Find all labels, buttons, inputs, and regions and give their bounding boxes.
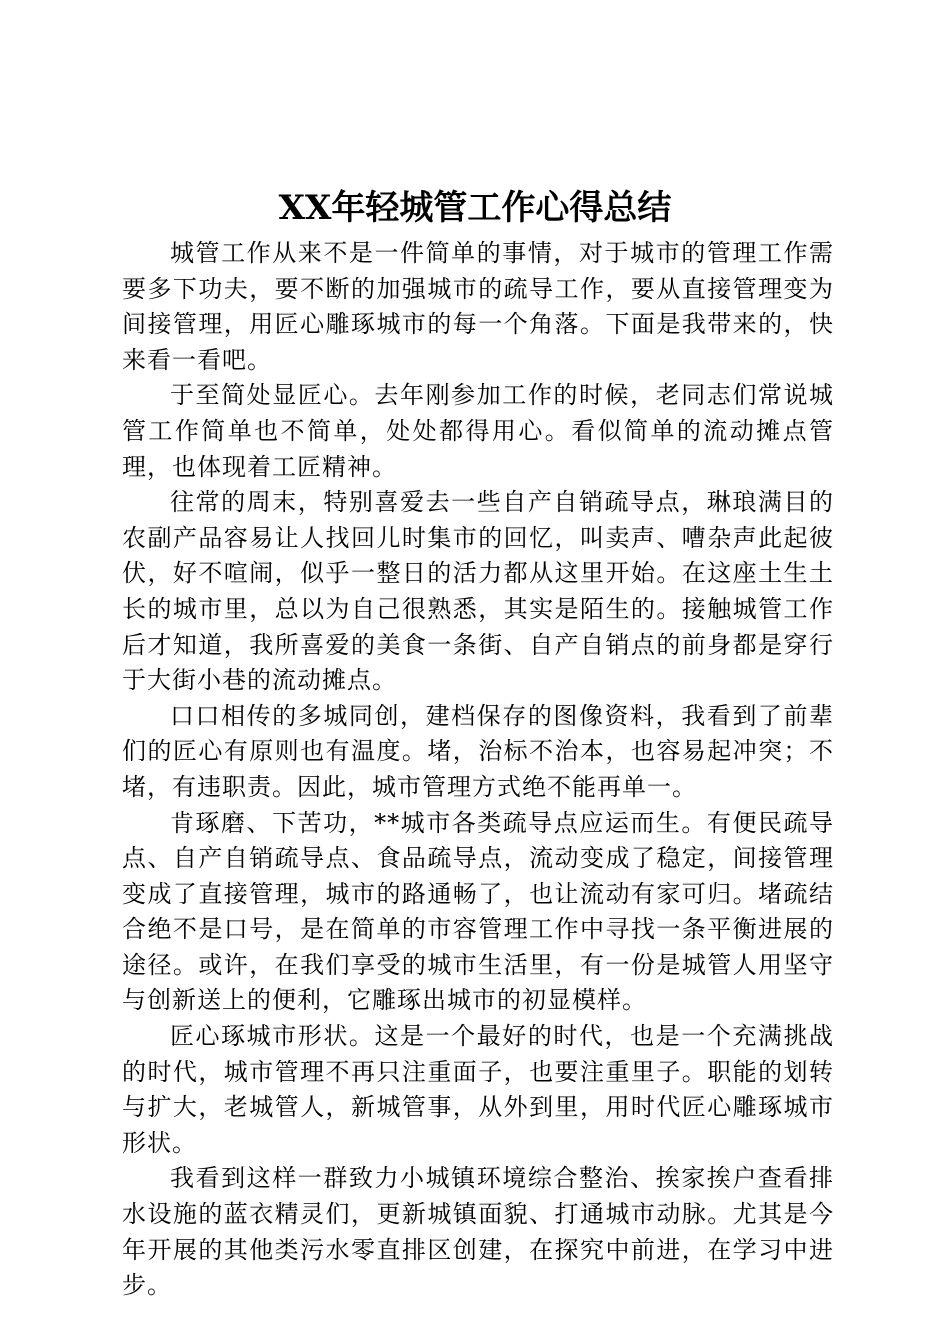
document-body	[122, 236, 834, 1304]
paragraph-intro: 城管工作从来不是一件简单的事情，对于城市的管理工作需要多下功夫，要不断的加强城市的疏导工作，要从直接管理变为间接管理，用匠心雕琢城市的每一个角落。下面是我带来的，快来看一看吧。	[122, 239, 834, 374]
paragraph-5: 肯琢磨、下苦功，**城市各类疏导点应运而生。有便民疏导点、自产自销疏导点、食品疏导点，流动变成了稳定，间接管理变成了直接管理，城市的路通畅了，也让流动有家可归。堵疏结合绝不是口号，是在简单的市容管理工作中寻找一条平衡进展的途径。或许，在我们享受的城市生活里，有一份是城管人用坚守与创新送上的便利，它雕琢出城市的初显模样。	[122, 808, 834, 1015]
paragraph-2: 于至简处显匠心。去年刚参加工作的时候，老同志们常说城管工作简单也不简单，处处都得用心。看似简单的流动摊点管理，也体现着工匠精神。	[122, 381, 834, 481]
paragraph-3: 往常的周末，特别喜爱去一些自产自销疏导点，琳琅满目的农副产品容易让人找回儿时集市的回忆，叫卖声、嘈杂声此起彼伏，好不喧闹，似乎一整日的活力都从这里开始。在这座土生土长的城市里，总以为自己很熟悉，其实是陌生的。接触城管工作后才知道，我所喜爱的美食一条街、自产自销点的前身都是穿行于大街小巷的流动摊点。	[122, 488, 834, 695]
document-title: XX年轻城管工作心得总结	[278, 188, 672, 228]
paragraph-4: 口口相传的多城同创，建档保存的图像资料，我看到了前辈们的匠心有原则也有温度。堵，治标不治本，也容易起冲突；不堵，有违职责。因此，城市管理方式绝不能再单一。	[122, 701, 834, 801]
paragraph-6: 匠心琢城市形状。这是一个最好的时代，也是一个充满挑战的时代，城市管理不再只注重面子，也要注重里子。职能的划转与扩大，老城管人，新城管事，从外到里，用时代匠心雕琢城市形状。	[122, 1022, 834, 1157]
paragraph-7: 我看到这样一群致力小城镇环境综合整治、挨家挨户查看排水设施的蓝衣精灵们，更新城镇面貌、打通城市动脉。尤其是今年开展的其他类污水零直排区创建，在探究中前进，在学习中进步。	[122, 1164, 834, 1300]
